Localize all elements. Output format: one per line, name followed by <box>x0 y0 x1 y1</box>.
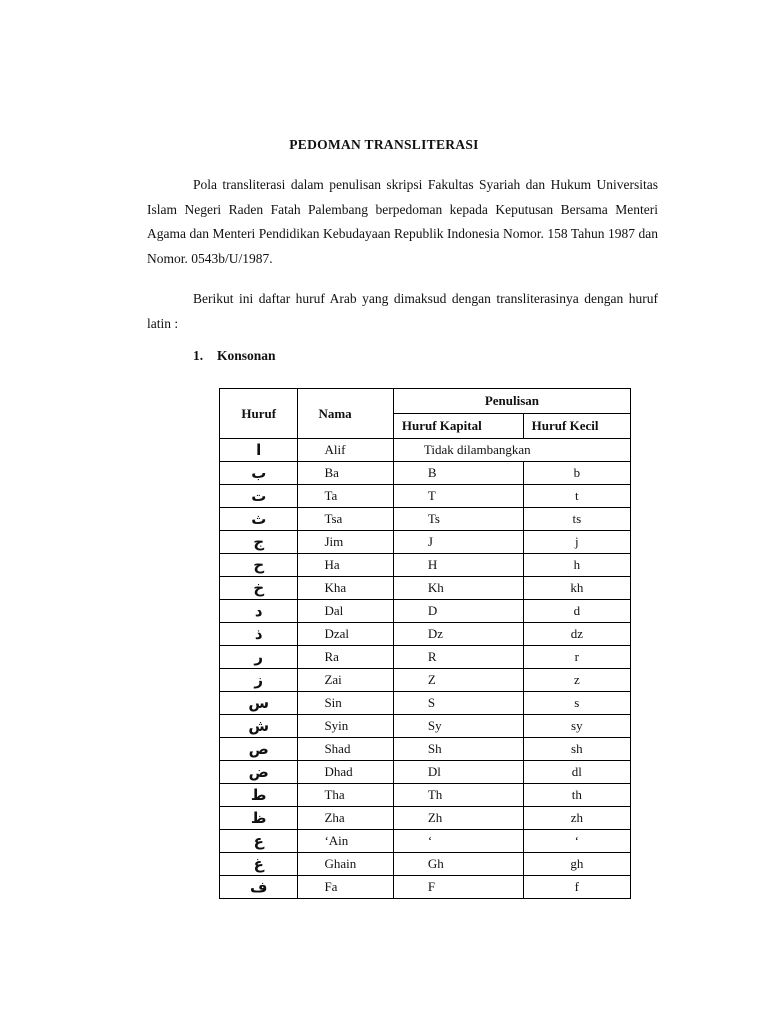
table-row <box>220 600 631 623</box>
arabic-letter: س <box>220 692 298 715</box>
arabic-letter: خ <box>220 577 298 600</box>
table-row <box>220 807 631 830</box>
latin-lowercase: th <box>523 784 630 807</box>
arabic-letter: ص <box>220 738 298 761</box>
letter-name: Dhad <box>298 761 393 784</box>
latin-lowercase: ts <box>523 508 630 531</box>
letter-name: Kha <box>298 577 393 600</box>
intro-paragraph-text: Pola transliterasi dalam penulisan skripsi Fakultas Syariah dan Hukum Universitas Islam Negeri Raden Fatah Palembang berpedoman kepada Keputusan Bersama Menteri Agama dan Menteri Pendidikan Kebudayaan Republik Indonesia Nomor. 158 Tahun 1987 dan Nomor. 0543b/U/1987. <box>147 177 658 266</box>
header-nama: Nama <box>298 389 393 439</box>
letter-name: Fa <box>298 876 393 899</box>
latin-lowercase: t <box>523 485 630 508</box>
table-row <box>220 876 631 899</box>
intro-paragraph <box>147 173 658 271</box>
arabic-letter: د <box>220 600 298 623</box>
list-intro-paragraph <box>147 287 658 336</box>
letter-name: Shad <box>298 738 393 761</box>
section-number: 1. <box>193 348 204 363</box>
section-heading <box>193 348 276 364</box>
latin-lowercase: z <box>523 669 630 692</box>
letter-name: Ba <box>298 462 393 485</box>
letter-name: Alif <box>298 439 393 462</box>
arabic-letter: ا <box>220 439 298 462</box>
header-penulisan: Penulisan <box>393 389 630 414</box>
arabic-letter: ع <box>220 830 298 853</box>
latin-capital: B <box>393 462 523 485</box>
table-row <box>220 462 631 485</box>
table-row <box>220 508 631 531</box>
arabic-letter: ث <box>220 508 298 531</box>
letter-name: Syin <box>298 715 393 738</box>
arabic-letter: غ <box>220 853 298 876</box>
latin-lowercase: d <box>523 600 630 623</box>
section-title: Konsonan <box>217 348 276 363</box>
header-huruf-kapital: Huruf Kapital <box>393 414 523 439</box>
latin-capital: ‘ <box>393 830 523 853</box>
letter-name: Tha <box>298 784 393 807</box>
latin-lowercase: gh <box>523 853 630 876</box>
latin-capital: Th <box>393 784 523 807</box>
letter-name: Zha <box>298 807 393 830</box>
latin-lowercase: kh <box>523 577 630 600</box>
arabic-letter: ض <box>220 761 298 784</box>
latin-capital: Dl <box>393 761 523 784</box>
latin-lowercase: b <box>523 462 630 485</box>
letter-name: Ra <box>298 646 393 669</box>
arabic-letter: ت <box>220 485 298 508</box>
table-row <box>220 761 631 784</box>
arabic-letter: ج <box>220 531 298 554</box>
letter-name: Zai <box>298 669 393 692</box>
not-symbolized-note: Tidak dilambangkan <box>393 439 630 462</box>
latin-capital: S <box>393 692 523 715</box>
latin-capital: Ts <box>393 508 523 531</box>
letter-name: Ghain <box>298 853 393 876</box>
latin-capital: D <box>393 600 523 623</box>
latin-lowercase: h <box>523 554 630 577</box>
letter-name: Ta <box>298 485 393 508</box>
letter-name: Tsa <box>298 508 393 531</box>
table-row <box>220 485 631 508</box>
letter-name: ‘Ain <box>298 830 393 853</box>
latin-lowercase: ‘ <box>523 830 630 853</box>
transliteration-table <box>219 388 631 899</box>
arabic-letter: ر <box>220 646 298 669</box>
arabic-letter: ش <box>220 715 298 738</box>
latin-capital: Kh <box>393 577 523 600</box>
table-row <box>220 623 631 646</box>
latin-capital: R <box>393 646 523 669</box>
table-row <box>220 531 631 554</box>
latin-lowercase: dl <box>523 761 630 784</box>
letter-name: Dzal <box>298 623 393 646</box>
letter-name: Dal <box>298 600 393 623</box>
letter-name: Sin <box>298 692 393 715</box>
latin-capital: Sh <box>393 738 523 761</box>
latin-capital: H <box>393 554 523 577</box>
table-row <box>220 554 631 577</box>
table-row <box>220 646 631 669</box>
latin-lowercase: j <box>523 531 630 554</box>
latin-capital: T <box>393 485 523 508</box>
table-row <box>220 715 631 738</box>
table-row <box>220 853 631 876</box>
table-row <box>220 577 631 600</box>
arabic-letter: ظ <box>220 807 298 830</box>
table-row <box>220 830 631 853</box>
latin-capital: Sy <box>393 715 523 738</box>
latin-lowercase: s <box>523 692 630 715</box>
letter-name: Jim <box>298 531 393 554</box>
latin-capital: Z <box>393 669 523 692</box>
list-intro-paragraph-text: Berikut ini daftar huruf Arab yang dimaksud dengan transliterasinya dengan huruf latin : <box>147 291 658 331</box>
table-row <box>220 692 631 715</box>
latin-capital: J <box>393 531 523 554</box>
latin-lowercase: zh <box>523 807 630 830</box>
table-row <box>220 738 631 761</box>
arabic-letter: ذ <box>220 623 298 646</box>
latin-capital: Zh <box>393 807 523 830</box>
table-row <box>220 784 631 807</box>
arabic-letter: ح <box>220 554 298 577</box>
page-title: PEDOMAN TRANSLITERASI <box>289 137 479 152</box>
table-row <box>220 439 631 462</box>
arabic-letter: ب <box>220 462 298 485</box>
latin-lowercase: f <box>523 876 630 899</box>
latin-lowercase: dz <box>523 623 630 646</box>
latin-capital: F <box>393 876 523 899</box>
arabic-letter: ز <box>220 669 298 692</box>
header-huruf: Huruf <box>220 389 298 439</box>
latin-capital: Gh <box>393 853 523 876</box>
arabic-letter: ط <box>220 784 298 807</box>
latin-lowercase: sy <box>523 715 630 738</box>
latin-lowercase: r <box>523 646 630 669</box>
letter-name: Ha <box>298 554 393 577</box>
table-row <box>220 669 631 692</box>
latin-lowercase: sh <box>523 738 630 761</box>
latin-capital: Dz <box>393 623 523 646</box>
arabic-letter: ف <box>220 876 298 899</box>
header-huruf-kecil: Huruf Kecil <box>523 414 630 439</box>
